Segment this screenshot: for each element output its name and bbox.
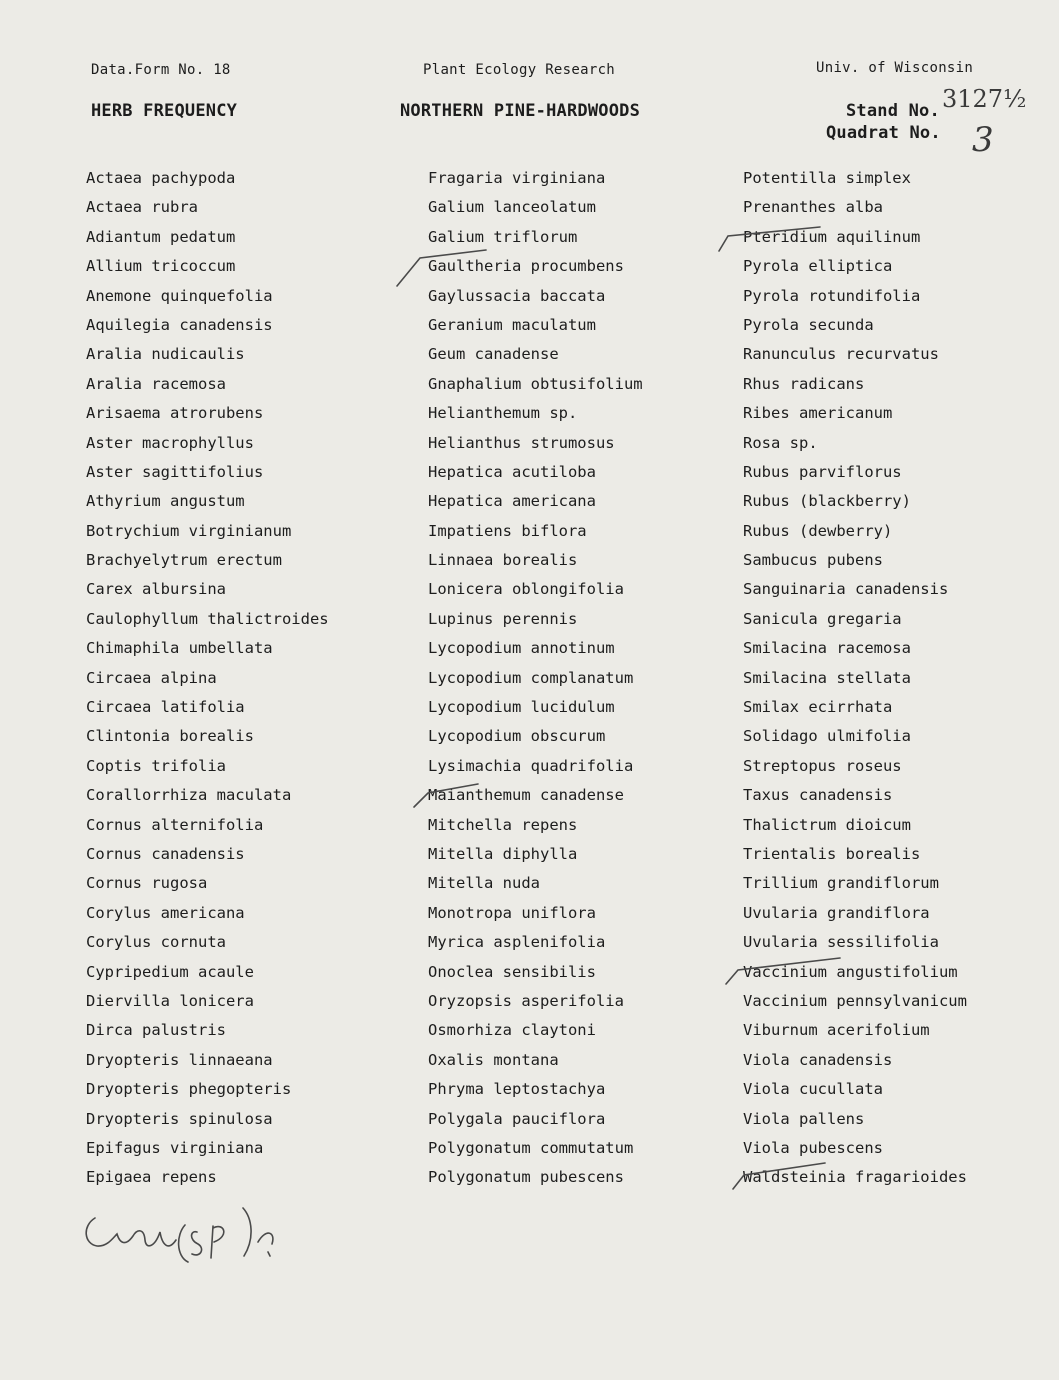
species-item: Taxus canadensis	[743, 786, 893, 805]
species-item: Aster sagittifolius	[86, 462, 264, 481]
species-item: Ranunculus recurvatus	[743, 345, 939, 364]
species-item: Viburnum acerifolium	[743, 1021, 930, 1040]
species-item: Corylus americana	[86, 903, 245, 922]
species-item: Lonicera oblongifolia	[428, 580, 624, 599]
species-item: Sanicula gregaria	[743, 609, 902, 628]
species-item: Polygala pauciflora	[428, 1109, 606, 1128]
species-item: Corylus cornuta	[86, 933, 226, 952]
species-item: Pyrola secunda	[743, 315, 874, 334]
species-item: Fragaria virginiana	[428, 169, 606, 187]
species-item: Pteridium aquilinum	[743, 227, 921, 246]
species-item: Polygonatum commutatum	[428, 1138, 634, 1157]
species-item: Lycopodium lucidulum	[428, 698, 615, 717]
species-item: Chimaphila umbellata	[86, 639, 273, 658]
species-item: Dryopteris phegopteris	[86, 1080, 292, 1099]
species-item: Actaea pachypoda	[86, 169, 236, 187]
species-item: Aster macrophyllus	[86, 433, 254, 452]
species-item: Allium tricoccum	[86, 257, 236, 276]
species-item: Actaea rubra	[86, 198, 198, 217]
species-item: Rosa sp.	[743, 433, 818, 452]
species-item: Rubus parviflorus	[743, 462, 902, 481]
species-item: Helianthemum sp.	[428, 404, 578, 423]
species-item: Lycopodium annotinum	[428, 639, 615, 658]
species-item: Epifagus virginiana	[86, 1138, 264, 1157]
species-item: Waldsteinia fragarioides	[743, 1168, 967, 1187]
species-item: Hepatica acutiloba	[428, 462, 596, 481]
species-item: Viola pubescens	[743, 1138, 883, 1157]
species-item: Polygonatum pubescens	[428, 1168, 624, 1187]
species-item: Aralia racemosa	[86, 374, 226, 393]
species-item: Oryzopsis asperifolia	[428, 991, 624, 1010]
species-item: Lysimachia quadrifolia	[428, 756, 634, 775]
species-item: Prenanthes alba	[743, 198, 883, 217]
species-item: Onoclea sensibilis	[428, 962, 596, 981]
species-item: Viola pallens	[743, 1109, 865, 1128]
species-item: Maianthemum canadense	[428, 786, 624, 805]
species-item: Arisaema atrorubens	[86, 404, 264, 423]
species-item: Geum canadense	[428, 345, 559, 364]
species-item: Cornus canadensis	[86, 844, 245, 863]
species-item: Aquilegia canadensis	[86, 315, 273, 334]
species-column-1	[86, 166, 329, 1195]
species-item: Cornus alternifolia	[86, 815, 264, 834]
species-item: Trillium grandiflorum	[743, 874, 939, 893]
species-item: Corallorrhiza maculata	[86, 786, 292, 805]
species-item: Smilacina stellata	[743, 668, 911, 687]
species-item: Dryopteris spinulosa	[86, 1109, 273, 1128]
species-item: Uvularia grandiflora	[743, 903, 930, 922]
species-item: Helianthus strumosus	[428, 433, 615, 452]
species-item: Galium triflorum	[428, 227, 578, 246]
species-item: Viola canadensis	[743, 1050, 893, 1069]
species-item: Circaea alpina	[86, 668, 217, 687]
species-item: Linnaea borealis	[428, 551, 578, 570]
species-item: Monotropa uniflora	[428, 903, 596, 922]
species-item: Uvularia sessilifolia	[743, 933, 939, 952]
species-item: Gaylussacia baccata	[428, 286, 606, 305]
community-title: NORTHERN PINE-HARDWOODS	[400, 101, 641, 121]
species-item: Cypripedium acaule	[86, 962, 254, 981]
species-item: Rubus (blackberry)	[743, 492, 911, 511]
species-item: Geranium maculatum	[428, 315, 596, 334]
species-item: Brachyelytrum erectum	[86, 551, 282, 570]
species-item: Trientalis borealis	[743, 844, 921, 863]
species-item: Gaultheria procumbens	[428, 257, 624, 276]
species-item: Mitella diphylla	[428, 844, 578, 863]
species-item: Mitella nuda	[428, 874, 540, 893]
species-item: Lycopodium complanatum	[428, 668, 634, 687]
species-item: Lupinus perennis	[428, 609, 578, 628]
species-item: Sambucus pubens	[743, 551, 883, 570]
species-item: Botrychium virginianum	[86, 521, 292, 540]
stand-label: Stand No.	[846, 101, 940, 121]
species-item: Cornus rugosa	[86, 874, 208, 893]
species-item: Coptis trifolia	[86, 756, 226, 775]
species-item: Circaea latifolia	[86, 698, 245, 717]
species-item: Adiantum pedatum	[86, 227, 236, 246]
species-item: Lycopodium obscurum	[428, 727, 606, 746]
quadrat-label: Quadrat No.	[826, 123, 941, 143]
species-item: Smilax ecirrhata	[743, 698, 893, 717]
research-heading: Plant Ecology Research	[423, 62, 616, 78]
species-item: Pyrola elliptica	[743, 257, 893, 276]
species-item: Smilacina racemosa	[743, 639, 911, 658]
species-item: Sanguinaria canadensis	[743, 580, 949, 599]
species-item: Myrica asplenifolia	[428, 933, 606, 952]
species-item: Dirca palustris	[86, 1021, 226, 1040]
form-number: Data.Form No. 18	[91, 62, 231, 78]
form-title: HERB FREQUENCY	[91, 101, 238, 121]
species-item: Oxalis montana	[428, 1050, 559, 1069]
species-item: Caulophyllum thalictroides	[86, 609, 329, 628]
species-item: Streptopus roseus	[743, 756, 902, 775]
handwritten-carex-scribble	[86, 1208, 273, 1262]
species-item: Ribes americanum	[743, 404, 893, 423]
species-item: Gnaphalium obtusifolium	[428, 374, 643, 393]
stand-number-handwritten: 3127½	[942, 85, 1027, 113]
species-item: Diervilla lonicera	[86, 991, 254, 1010]
species-item: Carex albursina	[86, 580, 226, 599]
species-item: Solidago ulmifolia	[743, 727, 911, 746]
species-item: Viola cucullata	[743, 1080, 883, 1099]
species-item: Dryopteris linnaeana	[86, 1050, 273, 1069]
species-column-2	[428, 166, 643, 1195]
species-item: Thalictrum dioicum	[743, 815, 911, 834]
species-item: Rhus radicans	[743, 374, 865, 393]
species-item: Mitchella repens	[428, 815, 578, 834]
species-item: Hepatica americana	[428, 492, 596, 511]
species-item: Epigaea repens	[86, 1168, 217, 1187]
species-item: Rubus (dewberry)	[743, 521, 893, 540]
species-item: Anemone quinquefolia	[86, 286, 273, 305]
species-item: Osmorhiza claytoni	[428, 1021, 596, 1040]
species-item: Aralia nudicaulis	[86, 345, 245, 364]
species-item: Vaccinium angustifolium	[743, 962, 958, 981]
species-item: Clintonia borealis	[86, 727, 254, 746]
species-item: Galium lanceolatum	[428, 198, 596, 217]
university-heading: Univ. of Wisconsin	[816, 60, 974, 76]
quadrat-number-handwritten: 3	[972, 120, 994, 160]
species-item: Pyrola rotundifolia	[743, 286, 921, 305]
species-item: Vaccinium pennsylvanicum	[743, 991, 967, 1010]
species-column-3	[743, 166, 967, 1195]
species-item: Impatiens biflora	[428, 521, 587, 540]
species-item: Phryma leptostachya	[428, 1080, 606, 1099]
species-item: Athyrium angustum	[86, 492, 245, 511]
species-item: Potentilla simplex	[743, 169, 911, 187]
